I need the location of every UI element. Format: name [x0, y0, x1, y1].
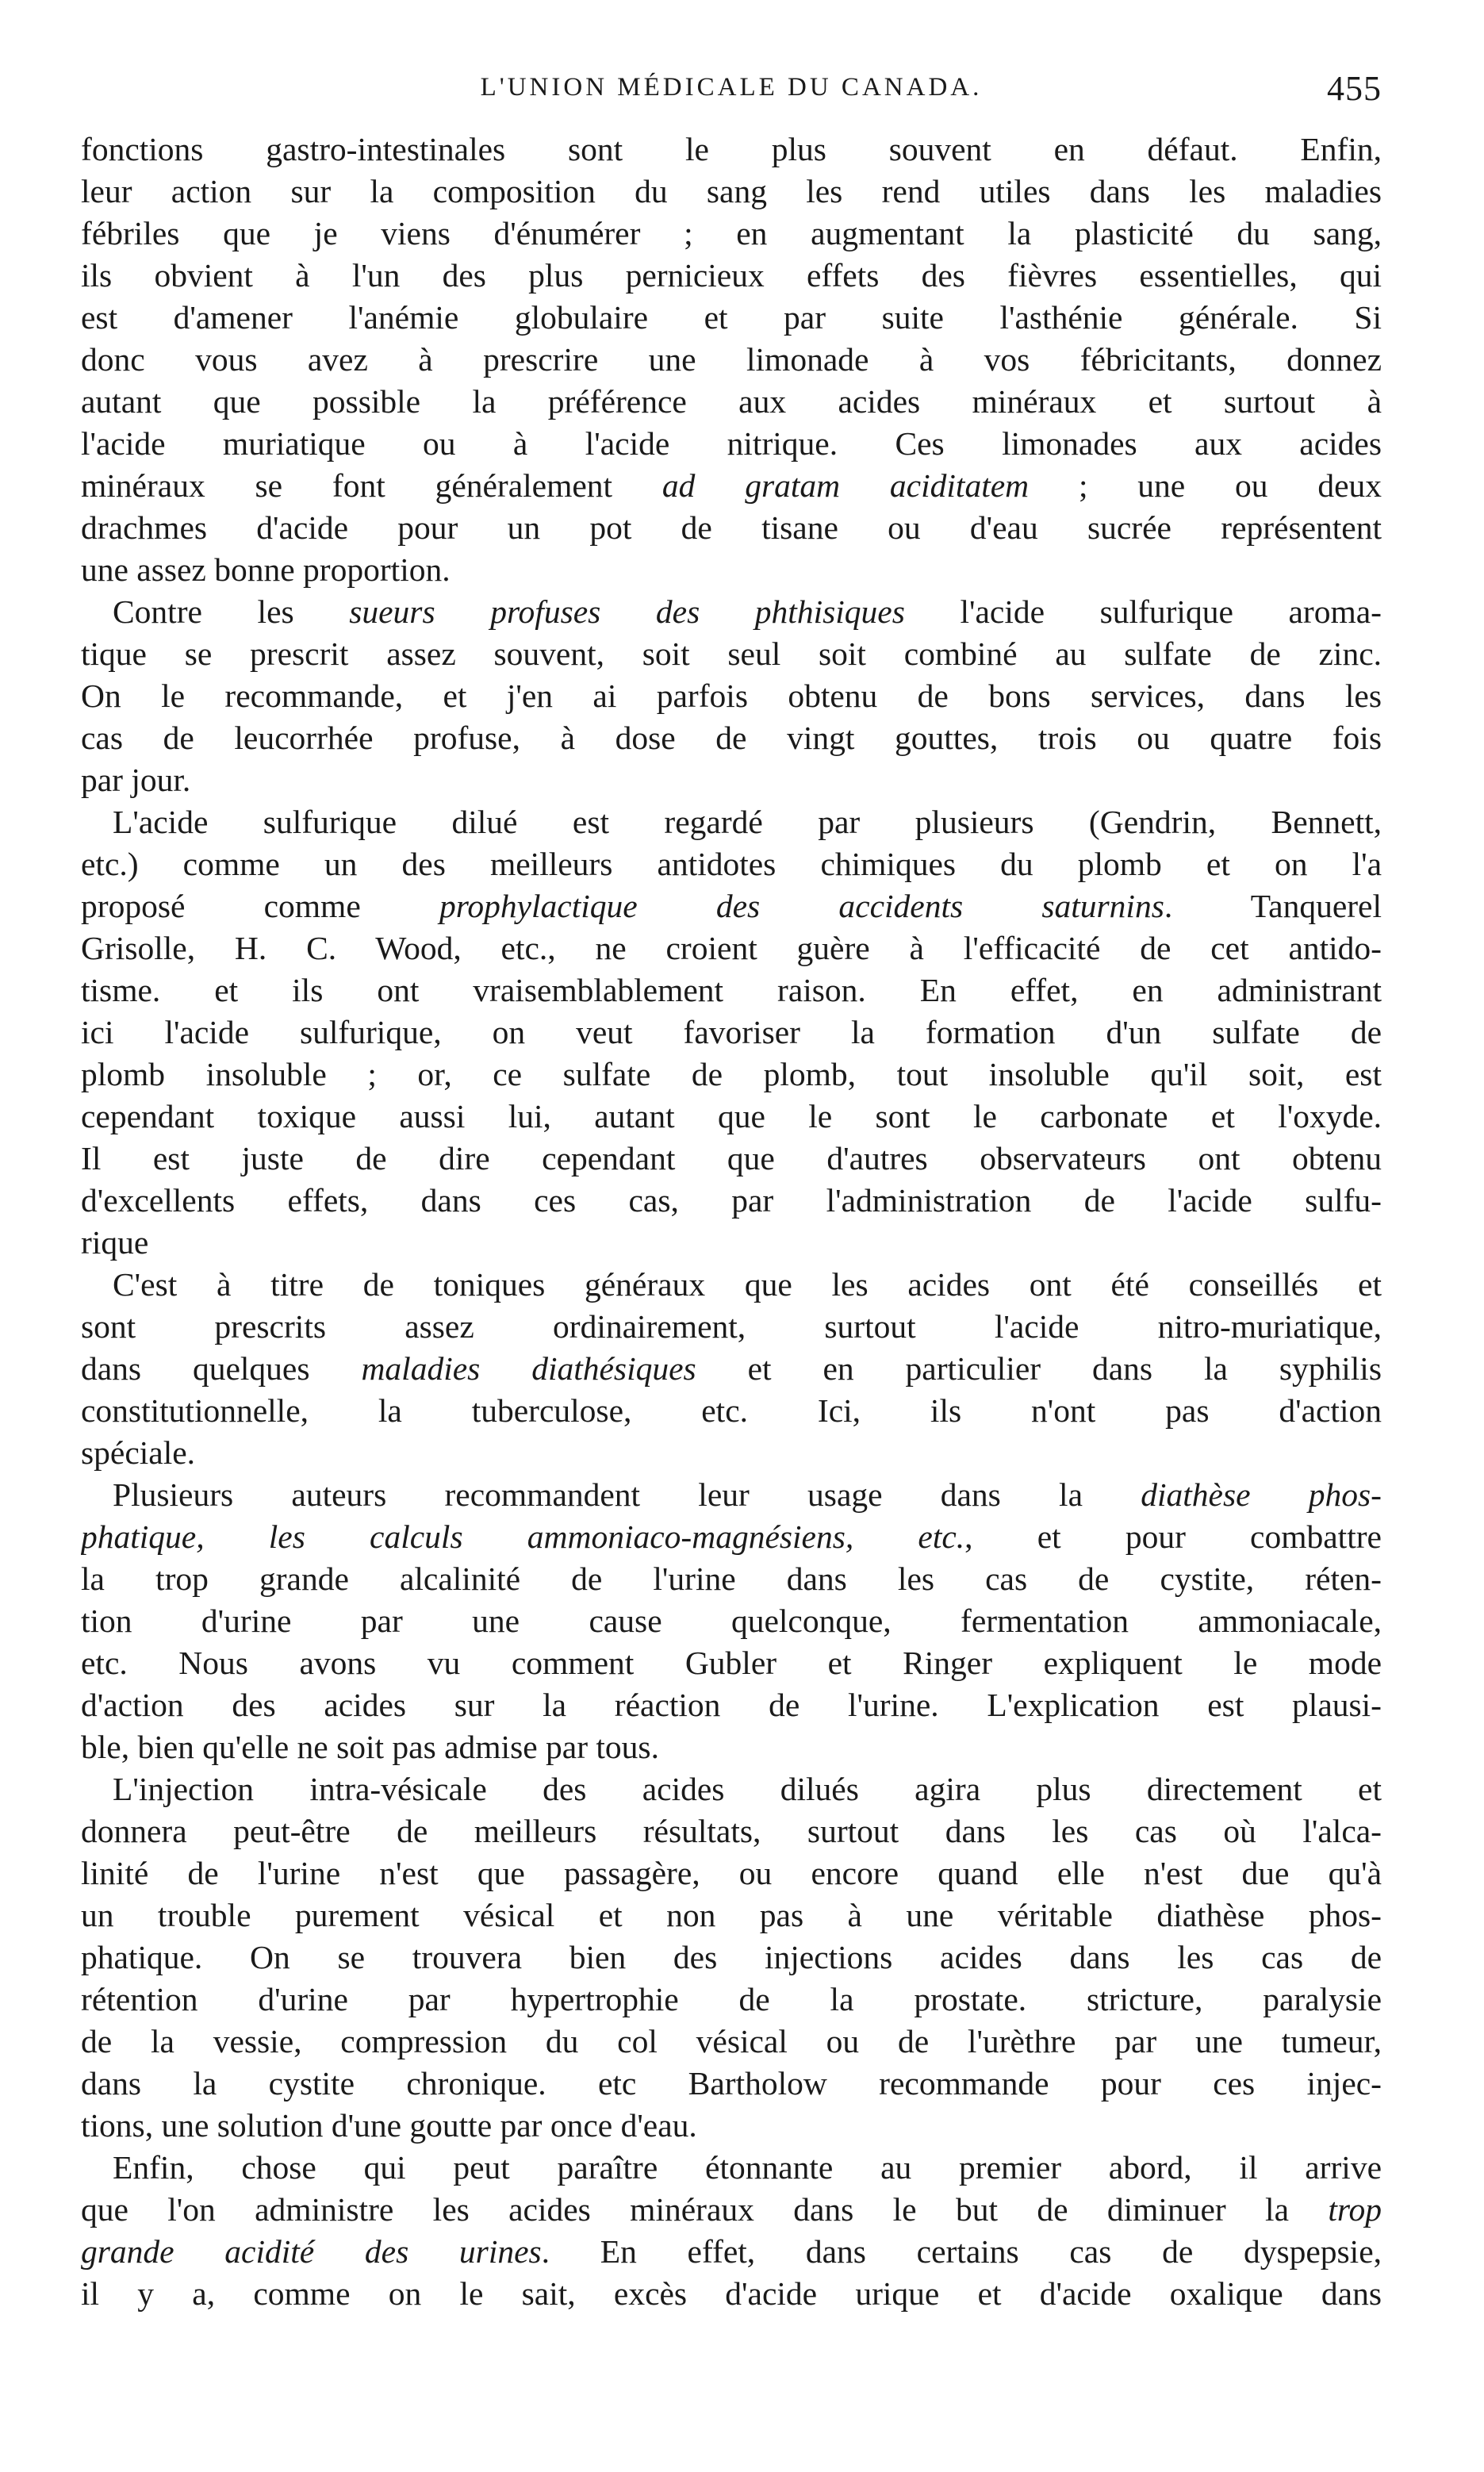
text-run: Plusieurs auteurs recommandent leur usage dans la: [113, 1476, 1141, 1513]
text-line: [81, 1516, 1382, 1558]
text-line: Il est juste de dire cependant que d'autres observateurs ont obtenu: [81, 1140, 1382, 1177]
text-run: et en particulier dans la syphilis: [696, 1350, 1382, 1387]
text-line: donc vous avez à prescrire une limonade à vos fébricitants, donnez: [81, 341, 1382, 378]
text-line: tions, une solution d'une goutte par once d'eau.: [81, 2107, 697, 2144]
text-line: rique: [81, 1224, 149, 1261]
text-line: drachmes d'acide pour un pot de tisane ou d'eau sucrée représentent: [81, 509, 1382, 546]
text-line: ils obvient à l'un des plus pernicieux effets des fièvres essentielles, qui: [81, 257, 1382, 294]
text-line: [81, 1474, 1382, 1516]
text-line: tisme. et ils ont vraisemblablement raison. En effet, en administrant: [81, 972, 1382, 1008]
text-line: une assez bonne proportion.: [81, 551, 451, 588]
text-line: ble, bien qu'elle ne soit pas admise par tous.: [81, 1729, 659, 1765]
paragraph: [81, 1474, 1382, 1768]
text-line: est d'amener l'anémie globulaire et par suite l'asthénie générale. Si: [81, 299, 1382, 336]
running-head: [81, 69, 1382, 117]
text-run: que l'on administre les acides minéraux dans le but de diminuer la: [81, 2191, 1329, 2228]
text-run: . Tanquerel: [1164, 888, 1382, 924]
text-line: etc. Nous avons vu comment Gubler et Ringer expliquent le mode: [81, 1645, 1382, 1681]
text-line: [81, 465, 1382, 507]
paragraph: [81, 2147, 1382, 2315]
running-title: L'UNION MÉDICALE DU CANADA.: [480, 73, 983, 102]
text-line: constitutionnelle, la tuberculose, etc. Ici, ils n'ont pas d'action: [81, 1392, 1382, 1429]
text-line: tique se prescrit assez souvent, soit seul soit combiné au sulfate de zinc.: [81, 635, 1382, 672]
text-line: cas de leucorrhée profuse, à dose de vingt gouttes, trois ou quatre fois: [81, 720, 1382, 756]
text-line: dans la cystite chronique. etc Bartholow recommande pour ces injec-: [81, 2065, 1382, 2102]
body-text: [81, 129, 1382, 2315]
text-line: d'excellents effets, dans ces cas, par l'administration de l'acide sulfu-: [81, 1182, 1382, 1219]
paragraph: [81, 1768, 1382, 2147]
text-line: fonctions gastro-intestinales sont le plus souvent en défaut. Enfin,: [81, 131, 1382, 167]
italic-run: maladies diathésiques: [361, 1350, 696, 1387]
text-line: tion d'urine par une cause quelconque, fermentation ammoniacale,: [81, 1603, 1382, 1639]
text-run: proposé comme: [81, 888, 439, 924]
text-run: , et pour combattre: [964, 1518, 1382, 1555]
text-line: linité de l'urine n'est que passagère, ou encore quand elle n'est due qu'à: [81, 1855, 1382, 1891]
page-number: 455: [1327, 69, 1382, 108]
text-line: C'est à titre de toniques généraux que les acides ont été conseillés et: [113, 1266, 1382, 1303]
text-line: un trouble purement vésical et non pas à une véritable diathèse phos-: [81, 1897, 1382, 1933]
text-run: minéraux se font généralement: [81, 467, 662, 504]
text-line: spéciale.: [81, 1434, 196, 1471]
text-run: ; une ou deux: [1029, 467, 1382, 504]
italic-run: ad gratam aciditatem: [661, 467, 1030, 504]
italic-run: phatique, les calculs ammoniaco-magnésiens, etc.: [81, 1518, 965, 1555]
text-line: [81, 591, 1382, 633]
text-line: d'action des acides sur la réaction de l'urine. L'explication est plausi-: [81, 1687, 1382, 1723]
text-line: plomb insoluble ; or, ce sulfate de plomb, tout insoluble qu'il soit, est: [81, 1056, 1382, 1092]
paragraph: [81, 801, 1382, 1264]
italic-run: sueurs profuses des phthisiques: [349, 593, 905, 630]
text-run: dans quelques: [81, 1350, 362, 1387]
text-line: autant que possible la préférence aux acides minéraux et surtout à: [81, 383, 1382, 420]
text-line: ici l'acide sulfurique, on veut favoriser la formation d'un sulfate de: [81, 1014, 1382, 1050]
text-line: l'acide muriatique ou à l'acide nitrique. Ces limonades aux acides: [81, 425, 1382, 462]
text-line: leur action sur la composition du sang les rend utiles dans les maladies: [81, 173, 1382, 209]
italic-run: grande acidité des urines: [81, 2233, 542, 2270]
text-line: L'injection intra-vésicale des acides dilués agira plus directement et: [113, 1771, 1382, 1807]
text-line: etc.) comme un des meilleurs antidotes chimiques du plomb et on l'a: [81, 846, 1382, 882]
text-line: rétention d'urine par hypertrophie de la prostate. stricture, paralysie: [81, 1981, 1382, 2017]
text-line: L'acide sulfurique dilué est regardé par plusieurs (Gendrin, Bennett,: [113, 804, 1382, 840]
paragraph: [81, 1264, 1382, 1474]
text-line: [81, 2231, 1382, 2273]
text-line: On le recommande, et j'en ai parfois obtenu de bons services, dans les: [81, 677, 1382, 714]
text-line: sont prescrits assez ordinairement, surtout l'acide nitro-muriatique,: [81, 1308, 1382, 1345]
text-line: phatique. On se trouvera bien des injections acides dans les cas de: [81, 1939, 1382, 1975]
text-line: la trop grande alcalinité de l'urine dans les cas de cystite, réten-: [81, 1560, 1382, 1597]
text-line: Grisolle, H. C. Wood, etc., ne croient guère à l'efficacité de cet antido-: [81, 930, 1382, 966]
text-line: il y a, comme on le sait, excès d'acide urique et d'acide oxalique dans: [81, 2275, 1382, 2312]
text-run: Contre les: [113, 593, 350, 630]
text-line: [81, 1348, 1382, 1390]
text-line: donnera peut-être de meilleurs résultats, surtout dans les cas où l'alca-: [81, 1813, 1382, 1849]
paragraph: [81, 591, 1382, 801]
paragraph: [81, 129, 1382, 591]
italic-run: trop: [1328, 2191, 1382, 2228]
text-line: par jour.: [81, 762, 191, 798]
text-line: cependant toxique aussi lui, autant que le sont le carbonate et l'oxyde.: [81, 1098, 1382, 1134]
text-line: [81, 2189, 1382, 2231]
text-run: l'acide sulfurique aroma-: [904, 593, 1382, 630]
text-run: . En effet, dans certains cas de dyspepsie,: [541, 2233, 1382, 2270]
text-line: fébriles que je viens d'énumérer ; en augmentant la plasticité du sang,: [81, 215, 1382, 251]
italic-run: diathèse phos-: [1141, 1476, 1382, 1513]
text-line: de la vessie, compression du col vésical ou de l'urèthre par une tumeur,: [81, 2023, 1382, 2059]
text-line: [81, 885, 1382, 927]
book-page: [81, 69, 1382, 2315]
text-line: Enfin, chose qui peut paraître étonnante au premier abord, il arrive: [113, 2149, 1382, 2186]
italic-run: prophylactique des accidents saturnins: [439, 888, 1164, 924]
